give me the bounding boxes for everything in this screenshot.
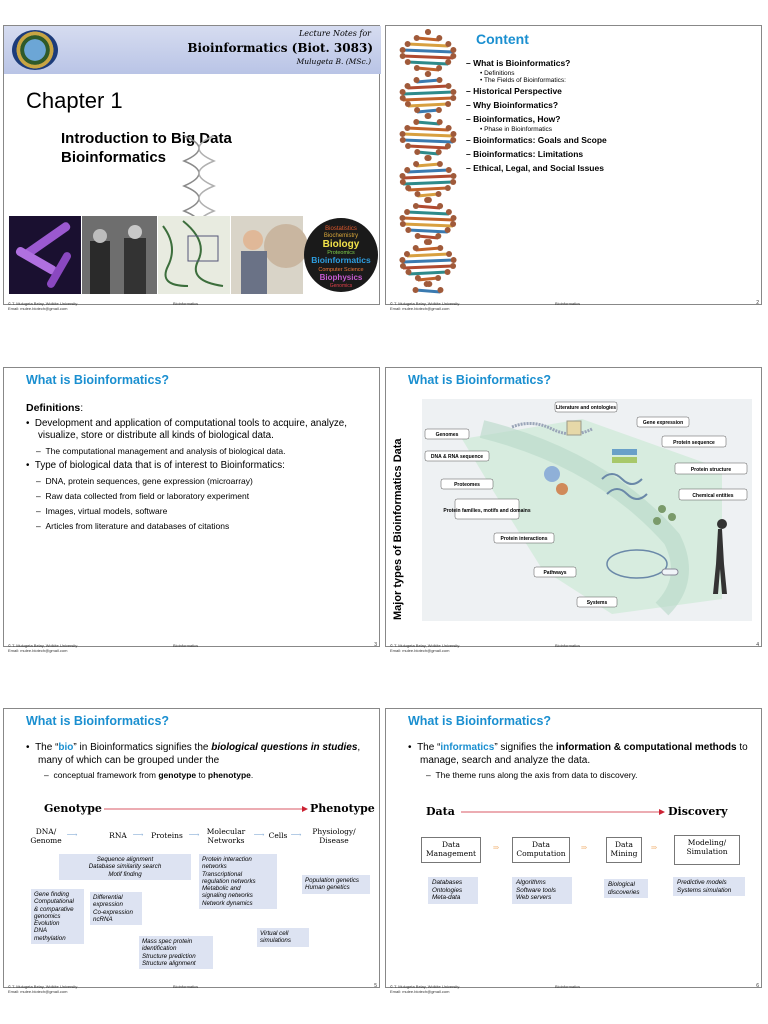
page-number: 4 bbox=[756, 642, 759, 648]
label-chemical-entities: Chemical entities bbox=[692, 493, 734, 499]
toc-item: – What is Bioinformatics? bbox=[466, 58, 571, 68]
chain-proteins: Proteins bbox=[151, 831, 183, 840]
bullet-item: • The “bio” in Bioinformatics signifies the biological questions in studies, many of which can be grouped under the bbox=[26, 742, 361, 766]
toc-item: – Historical Perspective bbox=[466, 86, 562, 96]
bullet-item: • The “informatics” signifies the information & computational methods to manage, search and analyze the data. bbox=[408, 742, 748, 766]
footer-author: © T. Mulugeta Belay, Wolkite University bbox=[8, 301, 78, 306]
table-of-contents bbox=[466, 58, 607, 177]
genotype-label: Genotype bbox=[44, 802, 102, 815]
page-number: 6 bbox=[756, 983, 759, 989]
word-cloud-term: Biophysics bbox=[319, 273, 363, 282]
bioinformatics-word-cloud bbox=[304, 216, 379, 294]
modeling-list: Predictive models Systems simulation bbox=[673, 877, 745, 896]
word-cloud-term: Bioinformatics bbox=[311, 255, 371, 265]
slide-title: What is Bioinformatics? bbox=[26, 373, 170, 387]
footer-email: Email: mulee.biotech@gmail.com bbox=[8, 306, 68, 311]
label-pathways: Pathways bbox=[543, 570, 567, 576]
slide-body bbox=[26, 741, 371, 782]
slide-body bbox=[26, 402, 371, 535]
chain-rna: RNA bbox=[109, 831, 127, 840]
footer-email: Email: mulee.biotech@gmail.com bbox=[8, 648, 68, 653]
footer-author: © T. Mulugeta Belay, Wolkite University bbox=[390, 643, 460, 648]
dash-item: – Raw data collected from field or laboratory experiment bbox=[36, 491, 250, 501]
chapter-photo-strip bbox=[9, 216, 379, 294]
toc-item: – Why Bioinformatics? bbox=[466, 100, 559, 110]
word-cloud-term: Biology bbox=[322, 239, 360, 250]
toc-subitem: • The Fields of Bioinformatics: bbox=[480, 77, 566, 84]
data-mining-list: Biological discoveries bbox=[604, 879, 648, 898]
stage-modeling-simulation: Modeling/ Simulation bbox=[674, 835, 740, 865]
slide-3 bbox=[3, 367, 380, 653]
network-analysis-box: Protein interaction networks Transcriptional regulation networks Metabolic and signaling networks Network dynamics bbox=[199, 854, 277, 909]
sequence-analysis-box: Sequence alignment Database similarity search Motif finding bbox=[59, 854, 191, 880]
dash-item: – The computational management and analysis of biological data. bbox=[36, 446, 286, 456]
label-protein-sequence: Protein sequence bbox=[673, 440, 715, 446]
page-number: 2 bbox=[756, 300, 759, 306]
word-cloud-term: Biochemistry bbox=[323, 233, 359, 239]
label-protein-families: Protein families, motifs and domains bbox=[443, 508, 531, 514]
data-computation-list: Algorithms Software tools Web servers bbox=[512, 877, 572, 904]
label-dna-rna: DNA & RNA sequence bbox=[430, 454, 484, 460]
computational-methods-emphasis: information & computational methods bbox=[556, 742, 737, 753]
dash-item: – DNA, protein sequences, gene expression (microarray) bbox=[36, 476, 253, 486]
toc-item: – Bioinformatics: Limitations bbox=[466, 149, 584, 159]
slide-title: What is Bioinformatics? bbox=[408, 373, 552, 387]
protein-sketch-image bbox=[158, 216, 230, 294]
population-genetics-box: Population genetics Human genetics bbox=[302, 875, 370, 894]
toc-subitem: • Definitions bbox=[480, 70, 515, 77]
svg-text:Major types of Bioinformatics: Major types of Bioinformatics Data bbox=[392, 438, 404, 620]
genome-analysis-box: Gene finding Computational & comparative genomics Evolution DNA methylation bbox=[31, 889, 84, 944]
dash-item: – The theme runs along the axis from data to discovery. bbox=[426, 770, 638, 780]
vertical-axis-label bbox=[388, 388, 406, 638]
footer-course: Bioinformatics bbox=[555, 643, 581, 648]
university-logo bbox=[12, 30, 58, 70]
word-cloud-term: Genomics bbox=[329, 283, 353, 289]
bio-highlight: bio bbox=[58, 742, 74, 753]
expression-analysis-box: Differential expression Co-expression ncRNA bbox=[90, 892, 142, 925]
label-literature: Literature and ontologies bbox=[555, 405, 617, 411]
chapter-heading: Chapter 1 bbox=[26, 88, 123, 113]
author-name: Mulugeta B. (MSc.) bbox=[296, 57, 371, 66]
discovery-label: Discovery bbox=[668, 805, 728, 818]
label-proteomes: Proteomes bbox=[454, 482, 480, 488]
virtual-cell-box: Virtual cell simulations bbox=[257, 928, 309, 947]
footer-author: © T. Mulugeta Belay, Wolkite University bbox=[390, 984, 460, 989]
footer-author: © T. Mulugeta Belay, Wolkite University bbox=[8, 984, 78, 989]
slide-5 bbox=[3, 708, 380, 994]
phenotype-label: Phenotype bbox=[310, 802, 375, 815]
toc-item: – Bioinformatics, How? bbox=[466, 114, 561, 124]
chain-physiology-disease: Physiology/ Disease bbox=[312, 827, 356, 845]
slide-2 bbox=[385, 25, 762, 311]
chapter-title-line2: Bioinformatics bbox=[61, 149, 167, 166]
slide-title: What is Bioinformatics? bbox=[408, 714, 552, 728]
biological-questions-emphasis: biological questions in studies bbox=[211, 742, 358, 753]
footer-course: Bioinformatics bbox=[173, 301, 199, 306]
stage-data-management: Data Management bbox=[421, 837, 481, 863]
page-number: 5 bbox=[374, 983, 377, 989]
stage-data-computation: Data Computation bbox=[512, 837, 570, 863]
chromosome-image bbox=[9, 216, 81, 294]
label-gene-expression: Gene expression bbox=[642, 420, 684, 426]
data-discovery-arrow bbox=[461, 807, 666, 817]
lecture-notes-label: Lecture Notes for bbox=[298, 29, 371, 38]
footer-author: © T. Mulugeta Belay, Wolkite University bbox=[8, 643, 78, 648]
toc-item: – Ethical, Legal, and Social Issues bbox=[466, 163, 604, 173]
word-cloud-term: Proteomics bbox=[327, 250, 355, 256]
bullet-item: • Type of biological data that is of interest to Bioinformatics: bbox=[26, 460, 285, 471]
label-genomes: Genomes bbox=[435, 432, 459, 438]
slide-body bbox=[408, 741, 758, 782]
footer-course: Bioinformatics bbox=[555, 984, 581, 989]
footer-email: Email: mulee.biotech@gmail.com bbox=[8, 989, 68, 994]
toc-subitem: • Phase in Bioinformatics bbox=[480, 126, 553, 133]
genotype-phenotype-arrow bbox=[104, 804, 309, 814]
page-number: 3 bbox=[374, 642, 377, 648]
toc-item: – Bioinformatics: Goals and Scope bbox=[466, 135, 607, 145]
dash-item: – conceptual framework from genotype to phenotype. bbox=[44, 770, 254, 780]
stage-data-mining: Data Mining bbox=[606, 837, 642, 863]
historic-scientists-photo bbox=[82, 216, 157, 294]
definitions-heading: Definitions: bbox=[26, 402, 84, 414]
slide-4 bbox=[385, 367, 762, 653]
label-systems: Systems bbox=[586, 600, 608, 606]
data-label: Data bbox=[426, 805, 455, 818]
dna-double-helix-image bbox=[388, 26, 468, 296]
dash-item: – Articles from literature and databases of citations bbox=[36, 521, 230, 531]
footer-email: Email: mulee.biotech@gmail.com bbox=[390, 648, 450, 653]
genotype-phenotype-diagram: Genotype Phenotype DNA/ Genome ⟶ RNA ⟶ Proteins ⟶ Molecular Networks ⟶ Cells ⟶ Physiology/ Disease Sequence alignment Database similarity search Motif finding Protein interaction networks Transcriptional regulation networks Metabolic and signaling networks Network dynamics Population genetics Human genetics Gene finding Computational & comparative genomics Evolution DNA methylation Differential expression Co-expression ncRNA Virtual cell simulations Mass spec protein identification Structure prediction Structure alignment bbox=[4, 794, 381, 979]
chain-molecular-networks: Molecular Networks bbox=[206, 827, 246, 845]
footer-author: © T. Mulugeta Belay, Wolkite University bbox=[390, 301, 460, 306]
slide-1 bbox=[3, 25, 380, 311]
footer-course: Bioinformatics bbox=[555, 301, 581, 306]
informatics-highlight: informatics bbox=[440, 742, 495, 753]
word-cloud-term: Biostatistics bbox=[325, 226, 357, 232]
scientist-portrait-photo bbox=[231, 216, 303, 294]
footer-email: Email: mulee.biotech@gmail.com bbox=[390, 989, 450, 994]
footer-course: Bioinformatics bbox=[173, 643, 199, 648]
label-protein-interactions: Protein interactions bbox=[500, 536, 548, 542]
word-cloud-term: Computer Science bbox=[318, 267, 364, 273]
label-protein-structure: Protein structure bbox=[690, 467, 732, 473]
footer-email: Email: mulee.biotech@gmail.com bbox=[390, 306, 450, 311]
bioinformatics-data-types-diagram bbox=[422, 399, 752, 621]
dash-item: – Images, virtual models, software bbox=[36, 506, 168, 516]
chapter-title-line1: Introduction to Big Data bbox=[61, 130, 232, 147]
bullet-item: • Development and application of computational tools to acquire, analyze, visualize, store or distribute all kinds of biological data. bbox=[26, 418, 347, 441]
slide-6: What is Bioinformatics? • The “informatics” signifies the information & computational methods to manage, search and analyze the data. – The theme runs along the axis from data to discovery. Data Discovery Data Management ⇒ Data Computation ⇒ Data Mining ⇒ Modeling/ Simulation Databases Ontologies Meta-data Algorithms Software tools Web servers Biological discoveries Predictive models Systems simulation © T. Mulugeta Belay, Wolkite University Email: mulee.biotech@gmail.com Bioinformatics 6 bbox=[385, 708, 762, 988]
slide-title: What is Bioinformatics? bbox=[26, 714, 170, 728]
chain-cells: Cells bbox=[268, 831, 288, 840]
slide-title: Content bbox=[476, 31, 529, 47]
course-title: Bioinformatics (Biot. 3083) bbox=[187, 41, 373, 55]
protein-structure-box: Mass spec protein identification Structure prediction Structure alignment bbox=[139, 936, 213, 969]
data-management-list: Databases Ontologies Meta-data bbox=[428, 877, 478, 904]
footer-course: Bioinformatics bbox=[173, 984, 199, 989]
chain-dna-genome: DNA/ Genome bbox=[30, 827, 62, 845]
